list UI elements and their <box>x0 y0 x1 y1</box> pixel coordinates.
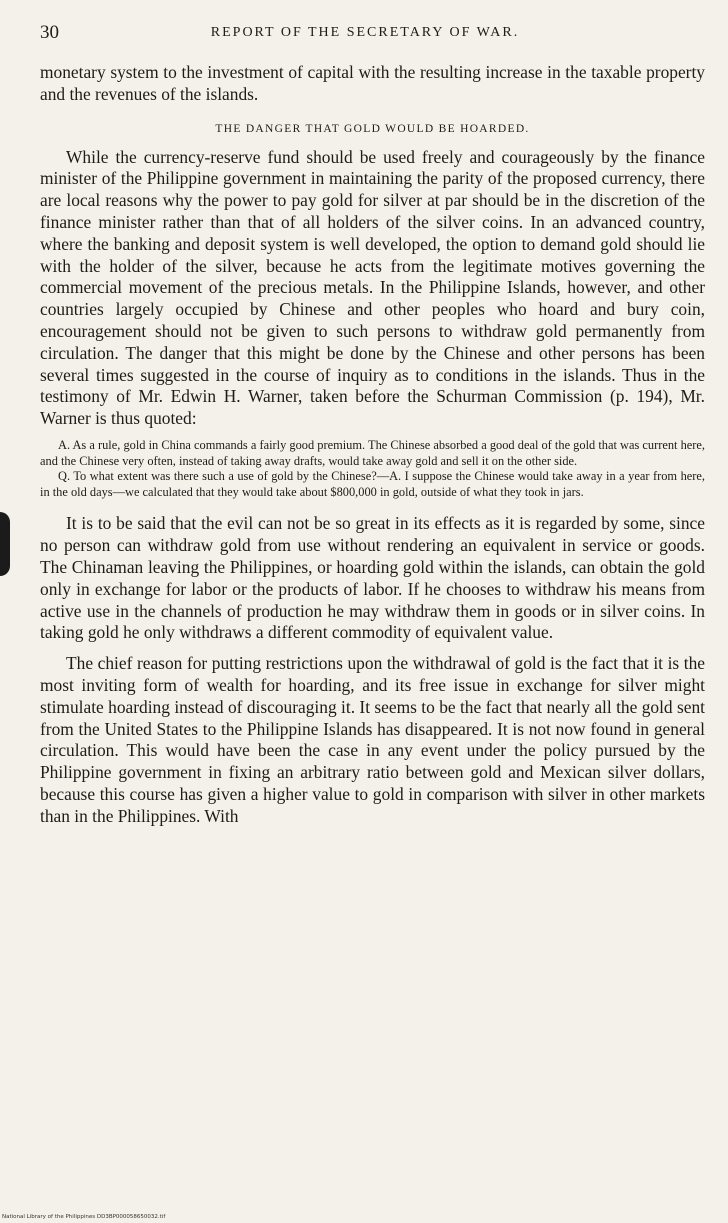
section-title: THE DANGER THAT GOLD WOULD BE HOARDED. <box>215 122 530 135</box>
quote-answer: A. As a rule, gold in China commands a fairly good premium. The Chinese absorbed a good deal of the gold that was current here, and the Chinese very often, instead of taking away drafts, would take away gold and sell it on the other side. <box>40 437 705 468</box>
paragraph-1: While the currency-reserve fund should be used freely and courageously by the finance minister of the Philippine government in maintaining the parity of the proposed currency, there are local reasons why the power to pay gold for silver at par should be in the discretion of the finance minister rather than that of all holders of the silver coins. In an advanced country, where the banking and deposit system is well developed, the option to demand gold should lie with the holder of the silver, because he acts from the legitimate motives governing the commercial movement of the precious metals. In the Philippine Islands, however, and other countries largely occupied by Chinese and other peoples who hoard and bury coin, encouragement should not be given to such persons to withdraw gold permanently from circulation. The danger that this might be done by the Chinese and other persons has been several times suggested in the course of inquiry as to conditions in the islands. Thus in the testimony of Mr. Edwin H. Warner, taken before the Schurman Commission (p. 194), Mr. Warner is thus quoted: <box>40 146 705 429</box>
paragraph-2: It is to be said that the evil can not be so great in its effects as it is regarded by some, since no person can withdraw gold from use without rendering an equivalent in service or goods. The Chinaman leaving the Philippines, or hoarding gold within the islands, can obtain the gold only in exchange for labor or the products of labor. If he chooses to withdraw his means from active use in the channels of production he may withdraw them in goods or in silver coins. In taking gold he only withdraws a different commodity of equivalent value. <box>40 513 705 643</box>
scan-credit: National Library of the Philippines DD3BP000058650032.tif <box>2 1214 166 1220</box>
quote-question: Q. To what extent was there such a use of gold by the Chinese?—A. I suppose the Chinese would take away in a year from here, in the old days—we calculated that they would take about $800,000 in gold, outside of what they took in jars. <box>40 469 705 499</box>
scan-edge-mark <box>0 512 10 576</box>
block-quote <box>40 438 705 500</box>
paragraph-continued: monetary system to the investment of capital with the resulting increase in the taxable property and the revenues of the islands. <box>40 62 705 104</box>
page-header <box>40 22 690 48</box>
page-body <box>40 62 705 827</box>
paragraph-3: The chief reason for putting restrictions upon the withdrawal of gold is the fact that it is the most inviting form of wealth for hoarding, and its free issue in exchange for silver might stimulate hoarding instead of discouraging it. It seems to be the fact that nearly all the gold sent from the United States to the Philippine Islands has disappeared. It is not now found in general circulation. This would have been the case in any event under the policy pursued by the Philippine government in fixing an arbitrary ratio between gold and Mexican silver dollars, because this course has given a higher value to gold in comparison with silver in other markets than in the Philippines. With <box>40 653 705 826</box>
page-number: 30 <box>40 22 59 43</box>
running-head: REPORT OF THE SECRETARY OF WAR. <box>210 25 520 40</box>
